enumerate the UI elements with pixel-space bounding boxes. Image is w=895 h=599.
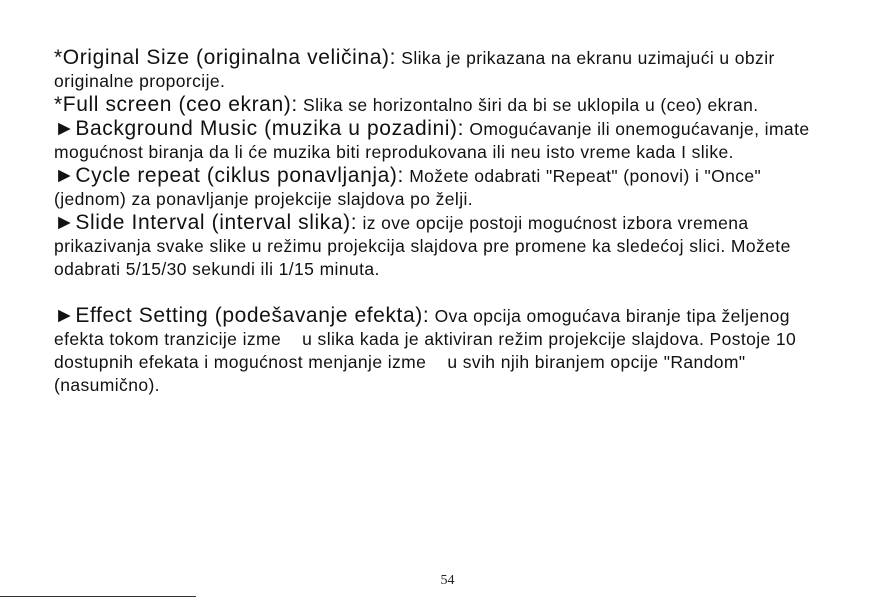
option-heading: *Original Size (originalna veličina): <box>54 46 397 69</box>
option-slide-interval <box>54 211 834 281</box>
option-heading: ►Cycle repeat (ciklus ponavljanja): <box>54 164 404 187</box>
option-background-music <box>54 117 834 164</box>
option-description: Ova opcija omogućava biranje tipa željenog efekta tokom tranzicije izme u slika kada je aktiviran režim projekcije slajdova. Postoje 10 dostupnih efekata i mogućnost menjanje izme u svih njih biranjem opcije "Random" (nasumično). <box>54 306 802 395</box>
paragraph-spacer <box>54 281 834 304</box>
option-heading: *Full screen (ceo ekran): <box>54 93 298 116</box>
option-description: Slika se horizontalno širi da bi se uklopila u (ceo) ekran. <box>297 95 759 115</box>
option-cycle-repeat <box>54 164 834 211</box>
option-full-screen <box>54 93 834 117</box>
option-heading: ►Slide Interval (interval slika): <box>54 211 358 234</box>
option-description: Slika je prikazana na ekranu uzimajući u obzir originalne proporcije. <box>54 48 775 91</box>
option-heading: ►Effect Setting (podešavanje efekta): <box>54 304 430 327</box>
option-description: Omogućavanje ili onemogućavanje, imate mogućnost biranja da li će muzika biti reprodukovana ili neu isto vreme kada I slike. <box>54 119 810 162</box>
page-number: 54 <box>440 573 455 588</box>
option-description: iz ove opcije postoji mogućnost izbora vremena prikazivanja svake slike u režimu projekcija slajdova pre promene ka sledećoj slici. Možete odabrati 5/15/30 sekundi ili 1/15 minuta. <box>54 213 791 279</box>
footer-rule <box>0 596 196 597</box>
option-heading: ►Background Music (muzika u pozadini): <box>54 117 465 140</box>
option-effect-setting <box>54 304 834 397</box>
manual-page-content <box>54 46 834 397</box>
option-original-size <box>54 46 834 93</box>
option-description: Možete odabrati "Repeat" (ponovi) i "Once" (jednom) za ponavljanje projekcije slajdova po želji. <box>54 166 762 209</box>
